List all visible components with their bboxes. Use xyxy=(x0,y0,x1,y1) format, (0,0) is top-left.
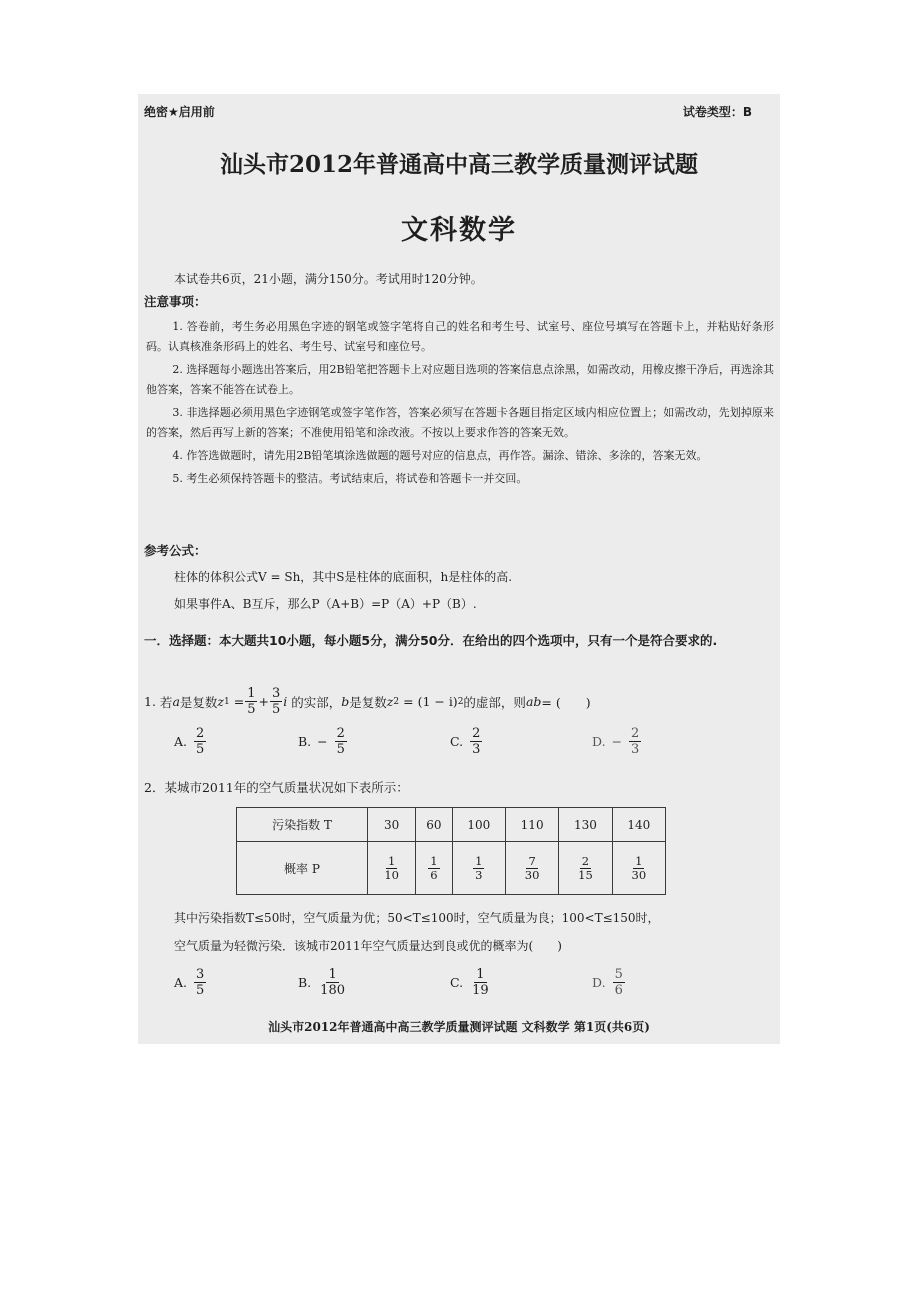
q1-var-b: b xyxy=(341,694,350,709)
table-cell: 30 xyxy=(368,808,416,842)
question-1-stem xyxy=(144,686,591,717)
table-cell xyxy=(612,842,665,895)
fraction-denominator: 3 xyxy=(472,742,481,757)
table-row-header: 污染指数 T xyxy=(237,808,368,842)
fraction-denominator: 5 xyxy=(271,702,281,717)
option-fraction xyxy=(194,726,206,757)
q1-fraction xyxy=(245,686,257,717)
fraction-numerator: 2 xyxy=(581,853,590,868)
table-cell: 100 xyxy=(452,808,505,842)
fraction-numerator: 3 xyxy=(196,967,205,982)
option-sign: − xyxy=(611,734,623,749)
option-fraction xyxy=(470,967,491,998)
q1-var-z1: z xyxy=(217,694,224,709)
note-item: 3. 非选择题必须用黑色字迹钢笔或签字笔作答，答案必须写在答题卡各题目指定区域内相应位置上；如需改动，先划掉原来的答案，然后再写上新的答案；不准使用铅笔和涂改液。不按以上要求作答的答案无效。 xyxy=(146,406,774,439)
option-fraction xyxy=(194,967,206,998)
secret-label: 绝密★启用前 xyxy=(144,105,215,119)
q1-text: 的实部， xyxy=(291,694,342,710)
fraction-denominator: 5 xyxy=(196,742,205,757)
fraction-numerator: 3 xyxy=(271,686,281,701)
option-letter: B. xyxy=(298,734,312,749)
q1-answer-blank: = ( ) xyxy=(541,694,591,710)
cell-fraction xyxy=(428,855,439,882)
formula-line-2: 如果事件A、B互斥，那么P（A+B）=P（A）+P（B）. xyxy=(174,597,477,611)
fraction-numerator: 2 xyxy=(336,726,345,741)
q1-fraction xyxy=(270,686,282,717)
fraction-denominator: 3 xyxy=(631,742,640,757)
fraction-numerator: 2 xyxy=(631,726,640,741)
question-2-question: 空气质量为轻微污染．该城市2011年空气质量达到良或优的概率为( ) xyxy=(174,939,562,953)
option-letter: B. xyxy=(298,975,312,990)
cell-fraction xyxy=(382,855,401,882)
fraction-denominator: 5 xyxy=(247,702,256,717)
fraction-numerator: 1 xyxy=(476,967,485,982)
q1-exponent: 2 xyxy=(457,696,464,707)
option-fraction xyxy=(318,967,347,998)
table-cell xyxy=(559,842,612,895)
q1-option-b xyxy=(298,726,348,757)
fraction-denominator: 5 xyxy=(196,983,205,998)
fraction-denominator: 6 xyxy=(614,983,623,998)
formula-line-1: 柱体的体积公式V = Sh，其中S是柱体的底面积，h是柱体的高. xyxy=(174,570,513,584)
q1-plus: + xyxy=(258,694,269,709)
q2-option-c xyxy=(450,967,492,998)
fraction-denominator: 6 xyxy=(430,867,438,882)
option-letter: A. xyxy=(174,975,188,990)
q1-option-c xyxy=(450,726,483,757)
q1-equals: = xyxy=(403,694,414,709)
notes-list xyxy=(146,317,774,492)
fraction-numerator: 1 xyxy=(635,853,643,868)
cell-fraction xyxy=(523,855,542,882)
fraction-numerator: 1 xyxy=(475,853,483,868)
question-number: 1. xyxy=(144,694,156,709)
fraction-numerator: 1 xyxy=(328,967,337,982)
q1-subscript: 2 xyxy=(393,696,400,707)
option-letter: C. xyxy=(450,734,464,749)
q2-option-a xyxy=(174,967,207,998)
exam-page xyxy=(138,94,780,1044)
table-row xyxy=(237,842,666,895)
page-footer: 汕头市2012年普通高中高三教学质量测评试题 文科数学 第1页(共6页) xyxy=(268,1020,650,1034)
q1-subscript: 1 xyxy=(224,696,230,707)
q1-var-a: a xyxy=(172,694,180,709)
fraction-denominator: 19 xyxy=(472,983,489,998)
note-item: 2. 选择题每小题选出答案后，用2B铅笔把答题卡上对应题目选项的答案信息点涂黑，如需改动，用橡皮擦干净后，再选涂其他答案，答案不能答在试卷上。 xyxy=(146,363,774,396)
fraction-denominator: 10 xyxy=(384,867,399,882)
table-cell xyxy=(452,842,505,895)
fraction-numerator: 2 xyxy=(472,726,481,741)
q1-expression: (1 − i) xyxy=(417,694,458,709)
q2-option-d xyxy=(592,967,626,998)
q1-text: 是复数 xyxy=(349,694,387,710)
q1-text: 的虚部，则 xyxy=(463,694,526,710)
cell-fraction xyxy=(473,855,484,882)
exam-title: 汕头市2012年普通高中高三教学质量测评试题 xyxy=(219,151,698,178)
option-fraction xyxy=(335,726,347,757)
table-row xyxy=(237,808,666,842)
fraction-denominator: 180 xyxy=(320,983,345,998)
q1-var-ab: ab xyxy=(525,694,542,709)
q1-var-z2: z xyxy=(386,694,394,709)
option-sign: − xyxy=(317,734,328,749)
note-item: 1. 答卷前，考生务必用黑色字迹的钢笔或签字笔将自己的姓名和考生号、试室号、座位号填写在答题卡上，并粘贴好条形码。认真核准条形码上的姓名、考生号、试室号和座位号。 xyxy=(146,320,774,353)
fraction-denominator: 3 xyxy=(475,867,483,882)
fraction-numerator: 7 xyxy=(528,853,536,868)
table-cell: 60 xyxy=(416,808,452,842)
table-cell: 110 xyxy=(505,808,558,842)
notes-heading: 注意事项： xyxy=(144,294,207,309)
fraction-numerator: 1 xyxy=(387,853,396,868)
section1-heading: 一．选择题：本大题共10小题，每小题5分，满分50分．在给出的四个选项中，只有一个是符合要求的. xyxy=(144,633,718,648)
cell-fraction xyxy=(576,855,595,882)
q1-text: 若 xyxy=(159,694,173,710)
exam-intro: 本试卷共6页，21小题，满分150分。考试用时120分钟。 xyxy=(174,272,483,286)
option-letter: A. xyxy=(174,734,188,749)
option-letter: D. xyxy=(592,975,606,990)
q1-equals: = xyxy=(233,694,245,709)
option-fraction xyxy=(470,726,482,757)
formulas-heading: 参考公式： xyxy=(144,543,207,558)
q1-option-d xyxy=(592,726,642,757)
q1-option-a xyxy=(174,726,207,757)
fraction-denominator: 30 xyxy=(631,867,647,882)
question-2-condition: 其中污染指数T≤50时，空气质量为优；50<T≤100时，空气质量为良；100<T≤150时， xyxy=(174,911,660,925)
paper-type-label: 试卷类型：B xyxy=(682,105,752,119)
option-letter: D. xyxy=(592,734,606,749)
exam-subtitle: 文科数学 xyxy=(401,215,517,246)
question-2-stem: 2．某城市2011年的空气质量状况如下表所示： xyxy=(144,780,409,795)
q1-text: 是复数 xyxy=(179,694,218,710)
air-quality-table xyxy=(236,807,666,895)
q2-option-b xyxy=(298,967,348,998)
q1-imag-unit: i xyxy=(283,694,288,709)
table-cell: 130 xyxy=(559,808,612,842)
fraction-numerator: 5 xyxy=(614,967,623,982)
fraction-numerator: 1 xyxy=(430,853,438,868)
option-letter: C. xyxy=(450,975,464,990)
option-fraction xyxy=(613,967,625,998)
fraction-denominator: 5 xyxy=(336,742,345,757)
fraction-numerator: 1 xyxy=(247,686,256,701)
table-cell xyxy=(505,842,558,895)
cell-fraction xyxy=(630,855,649,882)
option-fraction xyxy=(629,726,641,757)
note-item: 5. 考生必须保持答题卡的整洁。考试结束后，将试卷和答题卡一并交回。 xyxy=(172,472,528,485)
table-cell xyxy=(416,842,452,895)
table-cell: 140 xyxy=(612,808,665,842)
fraction-numerator: 2 xyxy=(196,726,205,741)
fraction-denominator: 15 xyxy=(578,867,593,882)
fraction-denominator: 30 xyxy=(524,867,540,882)
table-cell xyxy=(368,842,416,895)
table-row-header: 概率 P xyxy=(237,842,368,895)
note-item: 4. 作答选做题时，请先用2B铅笔填涂选做题的题号对应的信息点，再作答。漏涂、错涂、多涂的，答案无效。 xyxy=(172,449,708,462)
